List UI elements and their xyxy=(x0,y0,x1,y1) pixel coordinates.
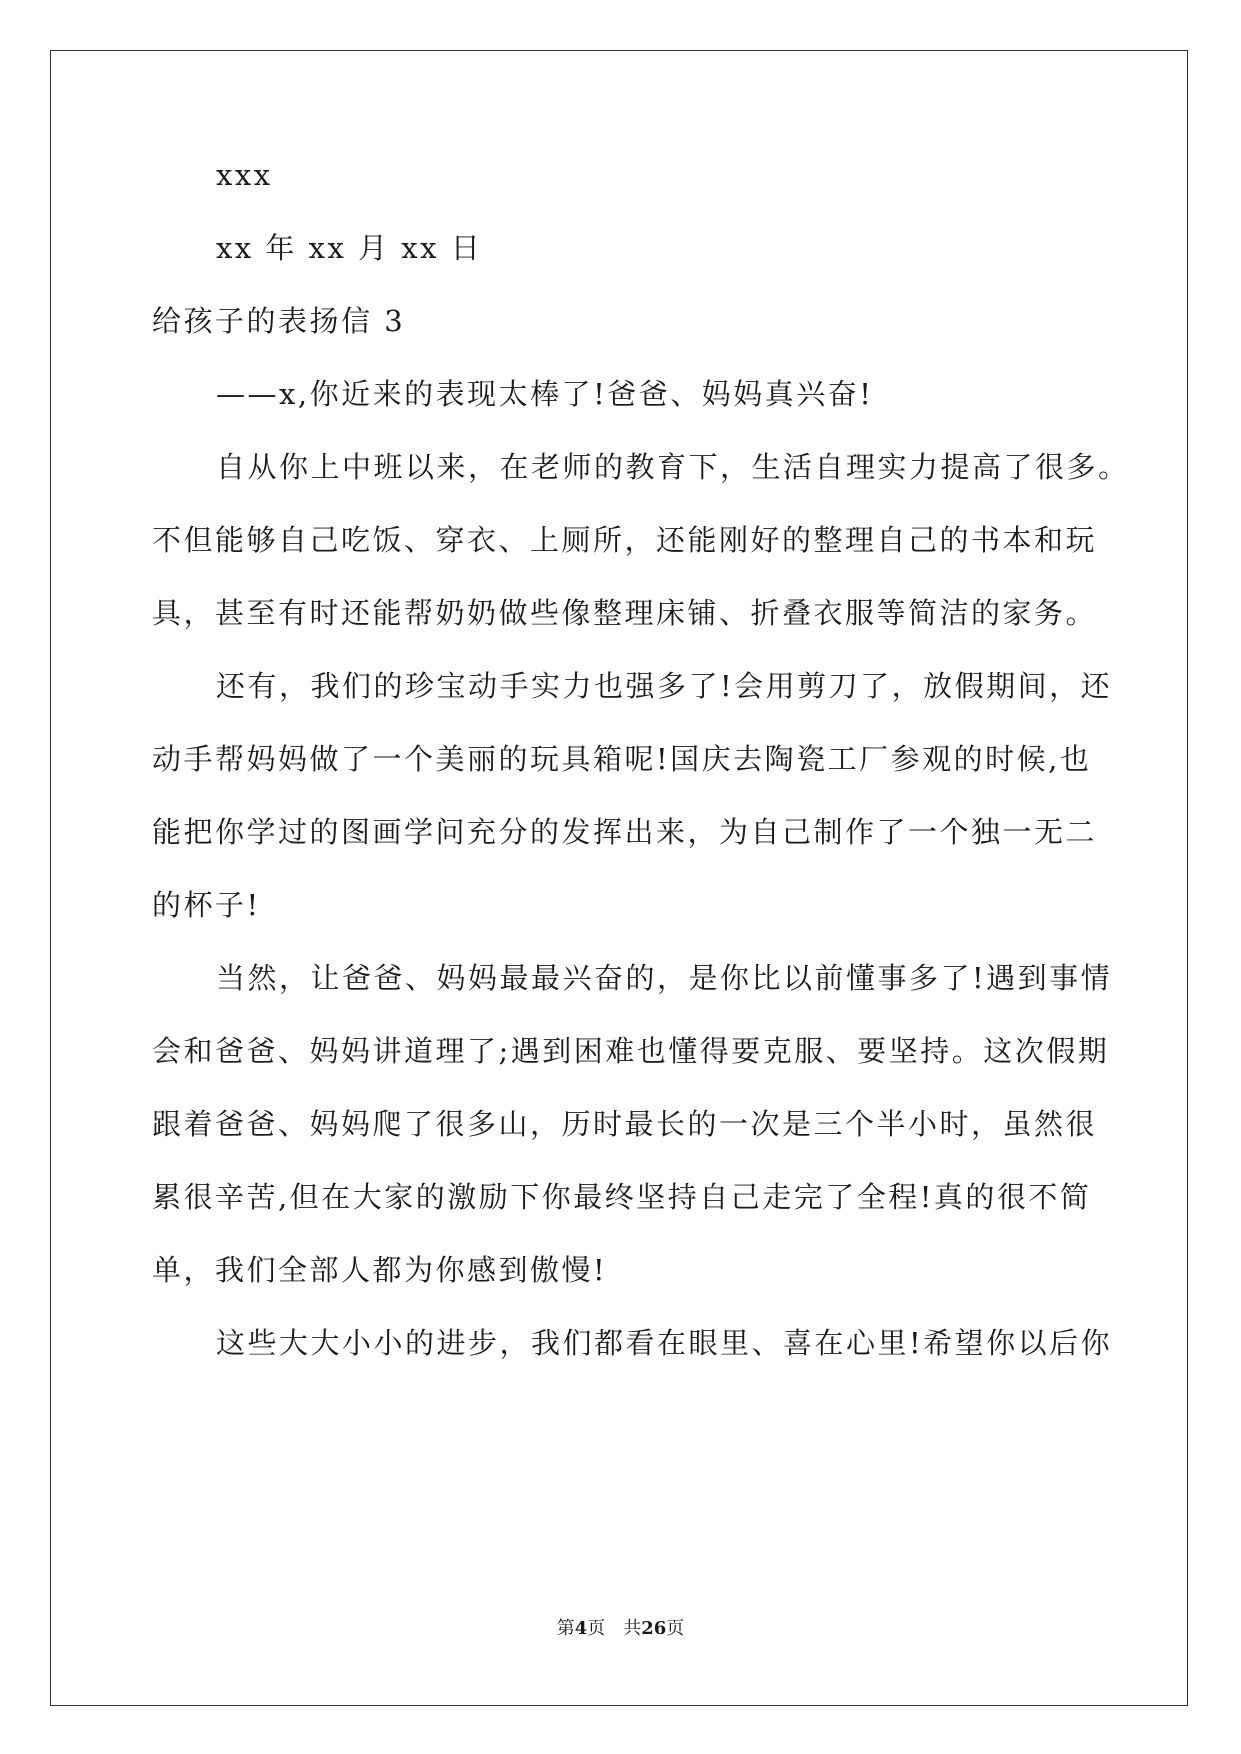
page-footer xyxy=(0,1617,1241,1641)
page-total: 26 xyxy=(641,1618,667,1639)
page-mid: 页 共 xyxy=(587,1618,642,1639)
signature: xxx xyxy=(216,158,273,192)
paragraph-line: 具，甚至有时还能帮奶奶做些像整理床铺、折叠衣服等简洁的家务。 xyxy=(152,596,1098,630)
paragraph-line: ——x,你近来的表现太棒了!爸爸、妈妈真兴奋! xyxy=(216,377,874,411)
paragraph-line: 的杯子! xyxy=(152,888,261,922)
page-suffix: 页 xyxy=(666,1618,685,1639)
paragraph-line: 不但能够自己吃饭、穿衣、上厕所，还能刚好的整理自己的书本和玩 xyxy=(152,523,1098,557)
letter-heading: 给孩子的表扬信 3 xyxy=(152,304,406,338)
paragraph-line: 动手帮妈妈做了一个美丽的玩具箱呢!国庆去陶瓷工厂参观的时候,也 xyxy=(152,742,1092,776)
paragraph-line: 自从你上中班以来，在老师的教育下，生活自理实力提高了很多。 xyxy=(216,450,1130,484)
paragraph-line: 能把你学过的图画学问充分的发挥出来，为自己制作了一个独一无二 xyxy=(152,815,1098,849)
paragraph-line: 单，我们全部人都为你感到傲慢! xyxy=(152,1253,608,1287)
paragraph-line: 还有，我们的珍宝动手实力也强多了!会用剪刀了，放假期间，还 xyxy=(216,669,1113,703)
paragraph-line: 这些大大小小的进步，我们都看在眼里、喜在心里!希望你以后你 xyxy=(216,1326,1113,1360)
page-prefix: 第 xyxy=(556,1618,575,1639)
paragraph-line: 跟着爸爸、妈妈爬了很多山，历时最长的一次是三个半小时，虽然很 xyxy=(152,1107,1098,1141)
page-border xyxy=(50,50,1188,1706)
paragraph-line: 会和爸爸、妈妈讲道理了;遇到困难也懂得要克服、要坚持。这次假期 xyxy=(152,1034,1110,1068)
date: xx 年 xx 月 xx 日 xyxy=(216,231,483,265)
page-current: 4 xyxy=(574,1618,588,1639)
paragraph-line: 当然，让爸爸、妈妈最最兴奋的，是你比以前懂事多了!遇到事情 xyxy=(216,961,1113,995)
paragraph-line: 累很辛苦,但在大家的激励下你最终坚持自己走完了全程!真的很不简 xyxy=(152,1180,1092,1214)
